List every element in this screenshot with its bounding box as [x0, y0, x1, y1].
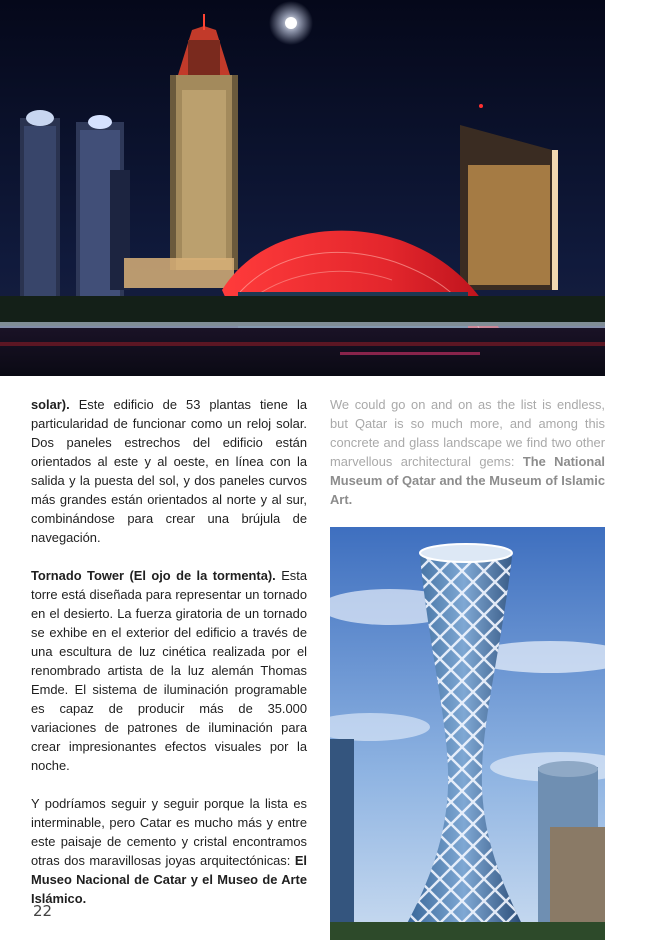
- english-column: [330, 395, 605, 509]
- paragraph-solar: [31, 395, 307, 547]
- skyline-illustration: [0, 0, 605, 376]
- paragraph-text: Y podríamos seguir y seguir porque la lista es interminable, pero Catar es mucho más y entre este paisaje de cemento y cristal encontramos otras dos maravillosas joyas arquitectónicas:: [31, 796, 307, 868]
- tornado-tower-illustration: [330, 527, 605, 940]
- paragraph-text: We could go on and on as the list is endless, but Qatar is so much more, and among this concrete and glass landscape we find two other marvellous architectural gems:: [330, 397, 605, 469]
- paragraph-museums-en: [330, 395, 605, 509]
- bold-trail: El Museo Nacional de Catar y el Museo de Arte Islámico.: [31, 853, 307, 906]
- bold-trail: The National Museum of Qatar and the Museum of Islamic Art.: [330, 454, 605, 507]
- bold-lead: solar).: [31, 397, 70, 412]
- paragraph-museums: [31, 794, 307, 908]
- tower-photo: [330, 527, 605, 940]
- bold-lead: Tornado Tower (El ojo de la tormenta).: [31, 568, 276, 583]
- paragraph-tornado: [31, 566, 307, 775]
- page-number: 22: [33, 902, 53, 920]
- skyline-photo: [0, 0, 605, 376]
- spanish-column: [31, 395, 307, 927]
- paragraph-text: Esta torre está diseñada para representar un tornado en el desierto. La fuerza giratoria de un tornado se exhibe en el exterior del edificio a través de una escultura de luz cinética realizada por el renombrado artista de la luz alemán Thomas Emde. El sistema de iluminación programable es capaz de producir más de 35.000 variaciones de patrones de iluminación para crear impresionantes efectos visuales por la noche.: [31, 568, 307, 773]
- paragraph-text: Este edificio de 53 plantas tiene la particularidad de funcionar como un reloj solar. Dos paneles estrechos del edificio están orientados al este y al oeste, en línea con la salida y la puesta del sol, y dos paneles curvos más grandes están orientados al norte y al sur, combinándose para crear una brújula de navegación.: [31, 397, 307, 545]
